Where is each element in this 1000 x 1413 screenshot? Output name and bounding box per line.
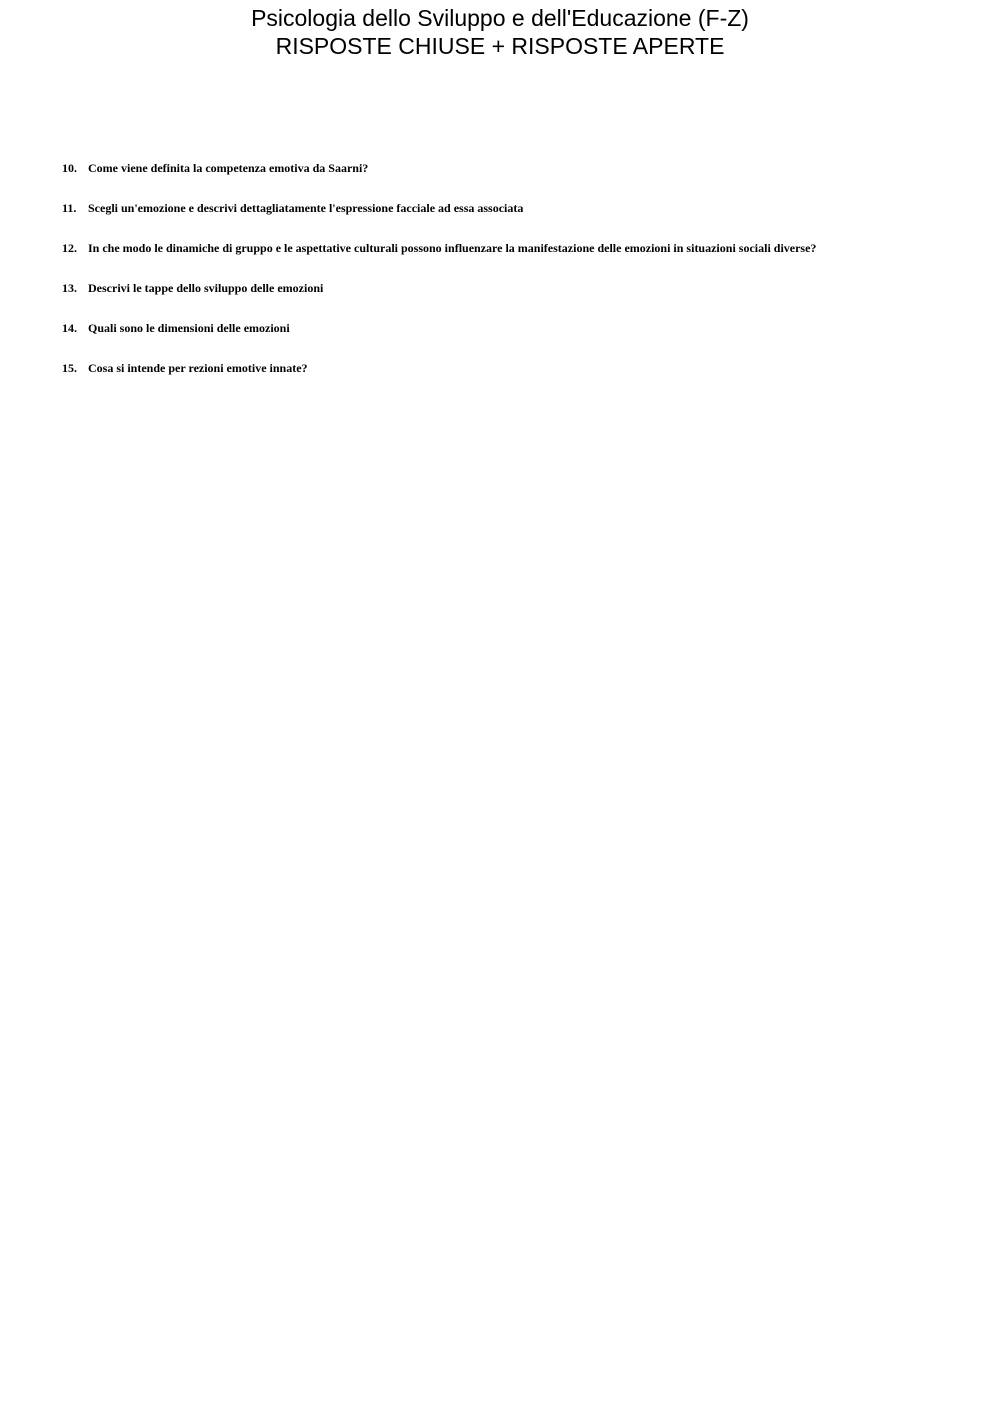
question-text: Scegli un'emozione e descrivi dettagliatamente l'espressione facciale ad essa associata <box>88 201 524 215</box>
question-number: 10. <box>62 161 77 175</box>
question-number: 11. <box>62 201 77 215</box>
question-number: 15. <box>62 361 77 375</box>
question-item <box>62 200 962 240</box>
question-number: 14. <box>62 321 77 335</box>
question-text: In che modo le dinamiche di gruppo e le aspettative culturali possono influenzare la manifestazione delle emozioni in situazioni sociali diverse? <box>88 241 817 255</box>
question-text: Come viene definita la competenza emotiva da Saarni? <box>88 161 369 175</box>
document-title: Psicologia dello Sviluppo e dell'Educazione (F-Z) <box>251 5 749 31</box>
question-item <box>62 160 962 200</box>
question-list <box>62 160 962 400</box>
question-item <box>62 240 962 280</box>
question-item <box>62 280 962 320</box>
question-text: Quali sono le dimensioni delle emozioni <box>88 321 290 335</box>
question-item <box>62 320 962 360</box>
document-subtitle: RISPOSTE CHIUSE + RISPOSTE APERTE <box>275 33 725 59</box>
question-number: 12. <box>62 241 77 255</box>
document-header <box>0 4 1000 60</box>
question-item <box>62 360 962 400</box>
question-text: Descrivi le tappe dello sviluppo delle emozioni <box>88 281 324 295</box>
question-text: Cosa si intende per rezioni emotive innate? <box>88 361 308 375</box>
question-number: 13. <box>62 281 77 295</box>
